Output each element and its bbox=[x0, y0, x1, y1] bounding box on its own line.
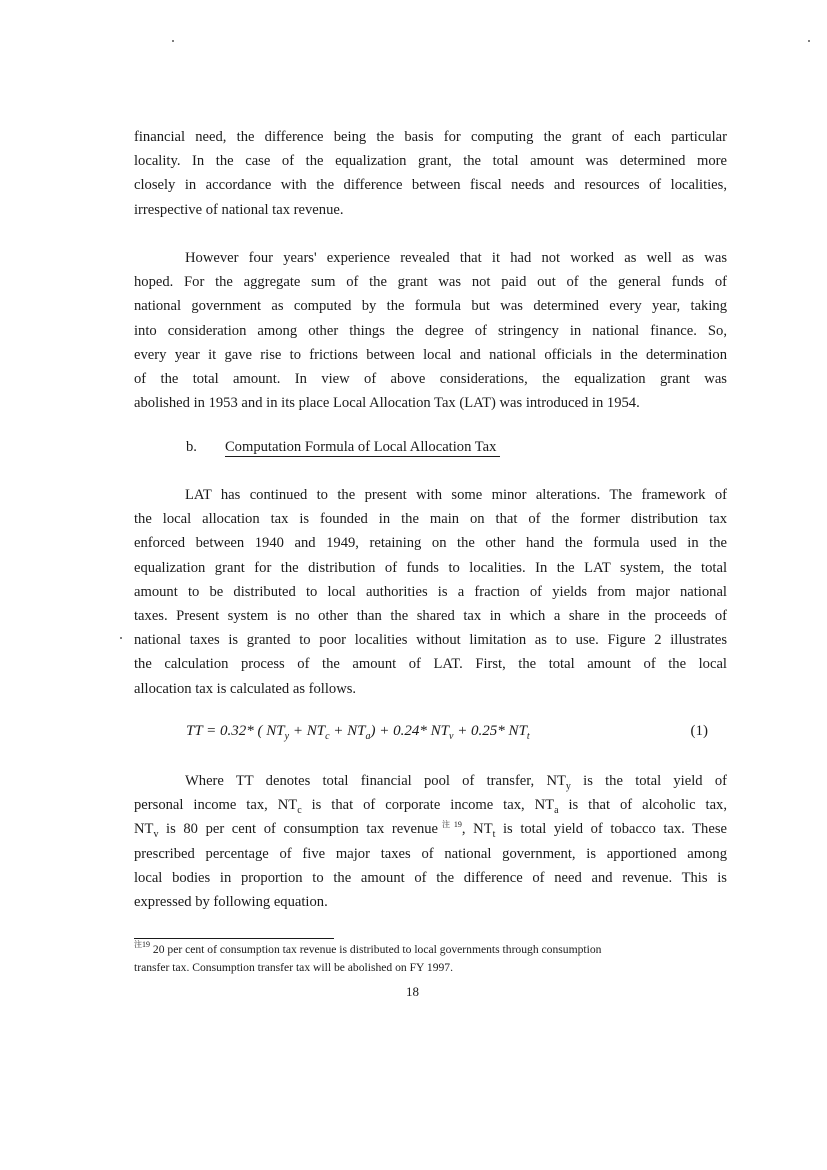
text-line: equalization grant for the distribution of funds to localities. In the LAT system, the total bbox=[134, 559, 727, 576]
text-line: prescribed percentage of five major taxes of national government, is apportioned among bbox=[134, 845, 727, 862]
equation-subscript: v bbox=[448, 731, 454, 742]
text-line: into consideration among other things the degree of stringency in national finance. So, bbox=[134, 322, 727, 339]
text-line: financial need, the difference being the basis for computing the grant of each particular bbox=[134, 129, 727, 145]
equation-subscript: y bbox=[284, 731, 290, 742]
text-run: NT bbox=[134, 821, 154, 838]
subscript: a bbox=[554, 805, 559, 817]
page-number: 18 bbox=[406, 984, 419, 999]
text-line: allocation tax is calculated as follows. bbox=[134, 680, 357, 697]
footnote-line: transfer tax. Consumption transfer tax will be abolished on FY 1997. bbox=[134, 961, 453, 974]
text-line: the local allocation tax is founded in the main on that of the former distribution tax bbox=[134, 511, 727, 528]
text-line: local bodies in proportion to the amount of the difference of need and revenue. This is bbox=[134, 869, 727, 886]
text-line: every year it gave rise to frictions between local and national officials in the determination bbox=[134, 346, 727, 363]
text-run: is that of alcoholic tax, bbox=[558, 797, 728, 814]
text-line: closely in accordance with the difference between fiscal needs and resources of localities, bbox=[134, 177, 727, 194]
text-line: hoped. For the aggregate sum of the grant was not paid out of the general funds of bbox=[134, 274, 727, 291]
text-run: is the total yield of bbox=[570, 773, 727, 789]
text-line bbox=[134, 793, 727, 817]
text-line bbox=[134, 817, 727, 841]
paragraph-financial-need bbox=[134, 125, 727, 222]
text-line: LAT has continued to the present with some minor alterations. The framework of bbox=[185, 487, 727, 503]
text-line: the calculation process of the amount of LAT. First, the total amount of the local bbox=[134, 656, 727, 673]
text-line: expressed by following equation. bbox=[134, 894, 328, 911]
paragraph-lat-overview bbox=[134, 483, 727, 701]
scan-speck bbox=[808, 40, 810, 42]
footnote-marker: 注19 bbox=[134, 940, 150, 949]
text-line bbox=[134, 769, 727, 793]
text-run: is total yield of tobacco tax. These bbox=[495, 821, 727, 838]
footnote-line bbox=[134, 941, 729, 959]
text-run: is that of corporate income tax, NT bbox=[301, 797, 555, 814]
equation-text: + NT bbox=[329, 723, 366, 739]
text-line: enforced between 1940 and 1949, retaining on the other hand the formula used in the bbox=[134, 535, 727, 552]
footnote-reference: 注19 bbox=[438, 820, 462, 830]
text-line: national taxes is granted to poor localities without limitation as to use. Figure 2 illustrates bbox=[134, 632, 727, 649]
footnote bbox=[134, 941, 729, 977]
footnote-divider bbox=[134, 938, 334, 939]
text-run: Where TT denotes total financial pool of transfer, NT bbox=[185, 773, 566, 789]
section-marker: b. bbox=[186, 439, 197, 455]
text-line: taxes. Present system is no other than the shared tax in which a share in the proceeds of bbox=[134, 608, 727, 625]
subscript: y bbox=[565, 781, 571, 792]
equation-number: (1) bbox=[690, 723, 708, 739]
equation-text: + NT bbox=[289, 723, 326, 739]
text-run: is 80 per cent of consumption tax revenue bbox=[158, 821, 439, 838]
text-line: locality. In the case of the equalization grant, the total amount was determined more bbox=[134, 153, 727, 170]
text-line: amount to be distributed to local authorities is a fraction of yields from major national bbox=[134, 583, 727, 600]
equation-text: ) + 0.24* NT bbox=[370, 723, 449, 739]
text-line: abolished in 1953 and in its place Local Allocation Tax (LAT) was introduced in 1954. bbox=[134, 395, 640, 412]
equation-subscript: t bbox=[526, 731, 530, 742]
text-run: personal income tax, NT bbox=[134, 797, 298, 814]
section-heading bbox=[186, 439, 500, 456]
scan-speck bbox=[172, 40, 174, 42]
text-run: , NT bbox=[461, 821, 493, 838]
subscript: c bbox=[297, 805, 302, 817]
text-line: of the total amount. In view of above considerations, the equalization grant was bbox=[134, 371, 727, 388]
equation-text: TT = 0.32* ( NT bbox=[186, 723, 285, 739]
text-line: irrespective of national tax revenue. bbox=[134, 201, 344, 218]
equation-1 bbox=[186, 723, 708, 740]
subscript: t bbox=[492, 829, 496, 841]
scan-speck bbox=[120, 637, 122, 639]
paragraph-four-years-experience bbox=[134, 246, 727, 415]
equation-subscript: a bbox=[365, 731, 371, 742]
text-line: national government as computed by the formula but was determined every year, taking bbox=[134, 298, 727, 315]
equation-subscript: c bbox=[325, 731, 330, 742]
section-title: Computation Formula of Local Allocation Tax bbox=[225, 439, 501, 457]
paragraph-where-tt bbox=[134, 769, 727, 914]
text-line: However four years' experience revealed that it had not worked as well as was bbox=[185, 250, 727, 266]
footnote-text: 20 per cent of consumption tax revenue is distributed to local governments through consumption bbox=[150, 943, 602, 956]
subscript: v bbox=[153, 829, 159, 841]
equation-text: + 0.25* NT bbox=[453, 723, 527, 739]
